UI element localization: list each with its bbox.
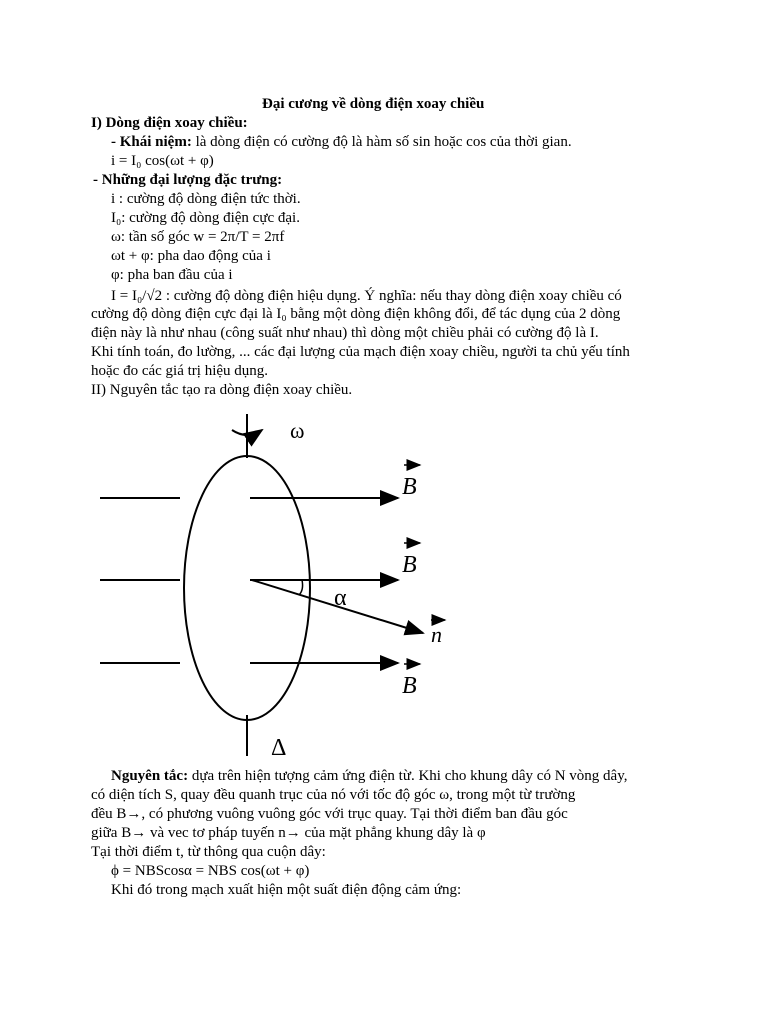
b-label: B	[402, 673, 417, 699]
alpha-label: α	[334, 585, 347, 611]
principle-line: giữa B→ và vec tơ pháp tuyến n→ của mặt phẳng khung dây là φ	[91, 825, 486, 841]
quantity-item: φ: pha ban đầu của i	[111, 267, 233, 283]
current-formula: i = I₀ cos(ωt + φ)	[111, 153, 214, 169]
principle-line: Khi đó trong mạch xuất hiện một suất điện động cảm ứng:	[111, 882, 462, 898]
quantity-item: I₀: cường độ dòng điện cực đại.	[111, 210, 300, 226]
quantity-item: i : cường độ dòng điện tức thời.	[111, 191, 301, 207]
concept-label: - Khái niệm:	[111, 134, 192, 150]
principle-line: Tại thời điểm t, từ thông qua cuộn dây:	[91, 844, 326, 860]
principle-label: Nguyên tắc:	[111, 768, 189, 784]
rms-line: I = I₀/√2 : cường độ dòng điện hiệu dụng. Ý nghĩa: nếu thay dòng điện xoay chiều có	[111, 288, 622, 304]
delta-label: Δ	[271, 735, 287, 761]
concept-line	[111, 133, 572, 151]
concept-text: là dòng điện có cường độ là hàm số sin hoặc cos của thời gian.	[191, 134, 572, 150]
principle-line: có diện tích S, quay đều quanh trục của nó với tốc độ góc ω, trong một từ trường	[91, 787, 576, 803]
section1-heading: I) Dòng điện xoay chiều:	[91, 115, 248, 131]
rotating-coil-figure	[80, 410, 480, 770]
rms-line: hoặc đo các giá trị hiệu dụng.	[91, 363, 269, 379]
angle-arc	[299, 580, 303, 595]
principle-line: đều B→, có phương vuông vuông góc với trục quay. Tại thời điểm ban đầu góc	[91, 806, 568, 822]
quantity-item: ωt + φ: pha dao động của i	[111, 248, 271, 264]
rms-line: Khi tính toán, đo lường, ... các đại lượng của mạch điện xoay chiều, người ta chủ yếu tính	[91, 344, 630, 360]
principle-line	[111, 767, 627, 785]
rms-line: điện này là như nhau (công suất như nhau) thì dòng một chiều phải có cường độ là I.	[91, 325, 599, 341]
coil-frame	[184, 456, 310, 720]
quantities-heading: - Những đại lượng đặc trưng:	[93, 172, 283, 188]
b-label: B	[402, 552, 417, 578]
principle-text: dựa trên hiện tượng cảm ứng điện từ. Khi cho khung dây có N vòng dây,	[188, 768, 628, 784]
section2-heading: II) Nguyên tắc tạo ra dòng điện xoay chiều.	[91, 382, 353, 398]
b-label: B	[402, 474, 417, 500]
flux-formula: ϕ = NBScosα = NBS cos(ωt + φ)	[111, 863, 310, 879]
rms-line: cường độ dòng điện cực đại là I₀ bằng một dòng điện không đổi, để tác dụng của 2 dòng	[91, 306, 621, 322]
page-title: Đại cương về dòng điện xoay chiều	[262, 96, 485, 112]
omega-label: ω	[290, 418, 305, 443]
quantity-item: ω: tần số góc w = 2π/T = 2πf	[111, 229, 285, 245]
n-label: n	[431, 622, 442, 647]
